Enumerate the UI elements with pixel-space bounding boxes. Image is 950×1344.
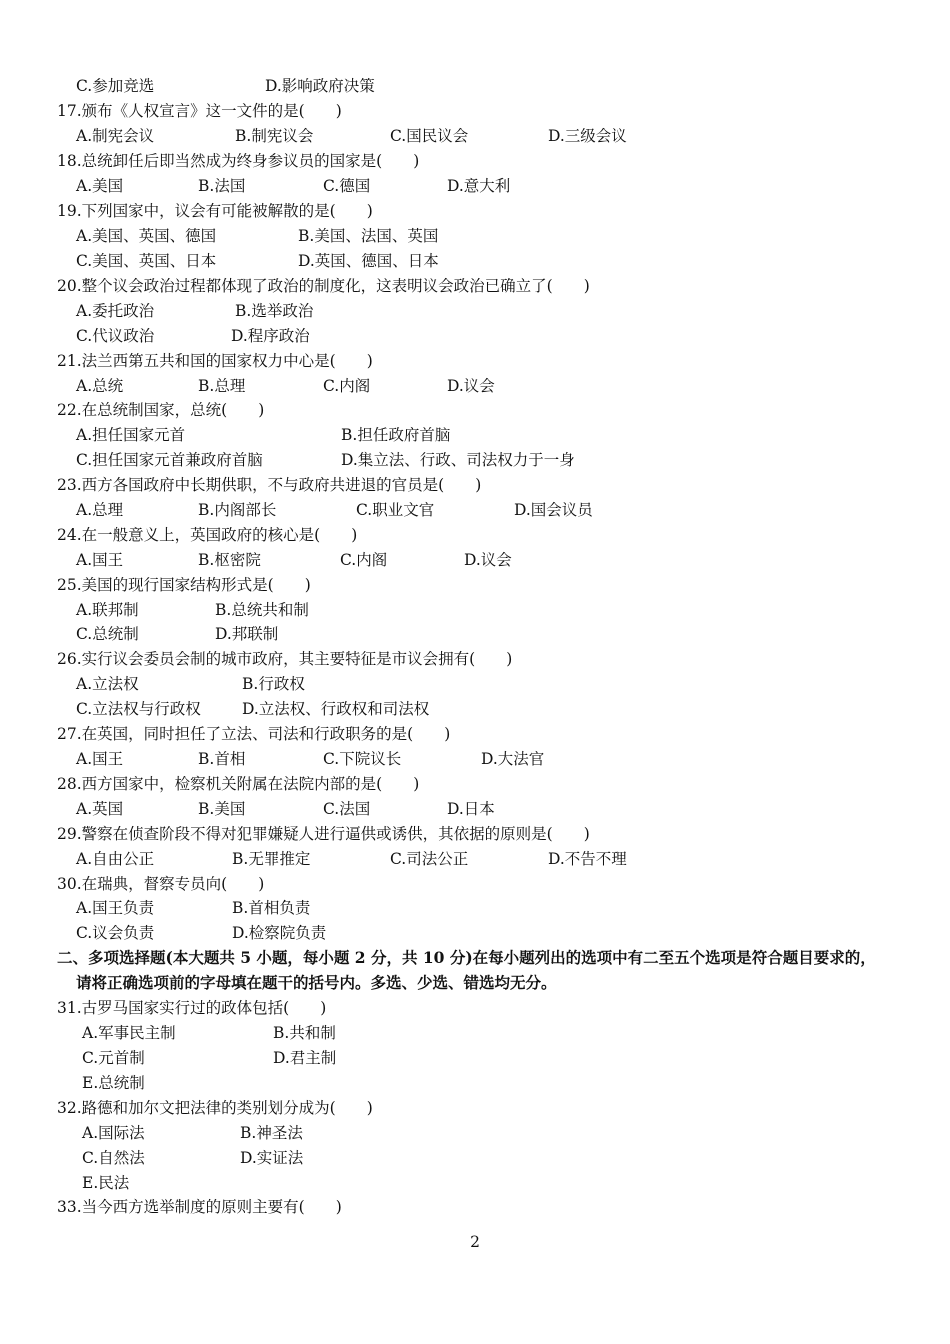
answer-option: D.议会: [447, 377, 495, 395]
answer-option: C.自然法: [82, 1149, 145, 1167]
answer-option: B.美国: [198, 800, 246, 818]
question-stem: 20.整个议会政治过程都体现了政治的制度化，这表明议会政治已确立了( ): [57, 277, 590, 295]
answer-option: A.制宪会议: [76, 127, 155, 145]
answer-option: C.职业文官: [356, 501, 435, 519]
question-stem: 24.在一般意义上，英国政府的核心是( ): [57, 526, 358, 544]
answer-option: C.参加竞选: [76, 77, 155, 95]
answer-option: B.美国、法国、英国: [298, 227, 439, 245]
answer-option: A.国王: [76, 750, 124, 768]
answer-option: B.总理: [198, 377, 246, 395]
answer-option: B.首相: [198, 750, 246, 768]
answer-option: D.程序政治: [231, 327, 310, 345]
answer-option: D.意大利: [447, 177, 511, 195]
answer-option: D.英国、德国、日本: [298, 252, 439, 270]
answer-option: C.下院议长: [323, 750, 402, 768]
answer-option: A.委托政治: [76, 302, 155, 320]
answer-option: C.司法公正: [390, 850, 469, 868]
answer-option: A.国王负责: [76, 899, 155, 917]
answer-option: D.不告不理: [548, 850, 627, 868]
section-heading: 请将正确选项前的字母填在题干的括号内。多选、少选、错选均无分。: [76, 973, 557, 992]
answer-option: C.国民议会: [390, 127, 469, 145]
answer-option: A.美国、英国、德国: [76, 227, 217, 245]
answer-option: C.元首制: [82, 1049, 145, 1067]
answer-option: D.国会议员: [514, 501, 593, 519]
page-number: 2: [470, 1233, 480, 1251]
answer-option: B.首相负责: [232, 899, 311, 917]
question-stem: 31.古罗马国家实行过的政体包括( ): [57, 999, 327, 1017]
question-stem: 22.在总统制国家，总统( ): [57, 401, 265, 419]
answer-option: D.议会: [464, 551, 512, 569]
answer-option: C.总统制: [76, 625, 139, 643]
answer-option: E.总统制: [82, 1074, 145, 1092]
question-stem: 25.美国的现行国家结构形式是( ): [57, 576, 311, 594]
answer-option: A.担任国家元首: [76, 426, 186, 444]
answer-option: B.选举政治: [235, 302, 314, 320]
answer-option: D.集立法、行政、司法权力于一身: [341, 451, 575, 469]
question-stem: 29.警察在侦查阶段不得对犯罪嫌疑人进行逼供或诱供，其依据的原则是( ): [57, 825, 590, 843]
answer-option: C.担任国家元首兼政府首脑: [76, 451, 263, 469]
answer-option: B.内阁部长: [198, 501, 277, 519]
answer-option: E.民法: [82, 1174, 130, 1192]
answer-option: D.检察院负责: [232, 924, 327, 942]
answer-option: B.担任政府首脑: [341, 426, 451, 444]
answer-option: D.立法权、行政权和司法权: [242, 700, 430, 718]
answer-option: B.无罪推定: [232, 850, 311, 868]
answer-option: A.立法权: [76, 675, 139, 693]
answer-option: C.内阁: [340, 551, 388, 569]
question-stem: 32.路德和加尔文把法律的类别划分成为( ): [57, 1099, 373, 1117]
question-stem: 23.西方各国政府中长期供职，不与政府共进退的官员是( ): [57, 476, 482, 494]
answer-option: B.共和制: [273, 1024, 336, 1042]
section-heading: 二、多项选择题(本大题共 5 小题，每小题 2 分，共 10 分)在每小题列出的选项中有二至五个选项是符合题目要求的，: [57, 948, 876, 967]
question-stem: 19.下列国家中，议会有可能被解散的是( ): [57, 202, 373, 220]
answer-option: B.枢密院: [198, 551, 261, 569]
question-stem: 17.颁布《人权宣言》这一文件的是( ): [57, 102, 342, 120]
answer-option: A.联邦制: [76, 601, 139, 619]
answer-option: D.三级会议: [548, 127, 627, 145]
answer-option: B.法国: [198, 177, 246, 195]
question-stem: 30.在瑞典，督察专员向( ): [57, 875, 265, 893]
question-stem: 27.在英国，同时担任了立法、司法和行政职务的是( ): [57, 725, 451, 743]
answer-option: C.议会负责: [76, 924, 155, 942]
answer-option: B.神圣法: [240, 1124, 303, 1142]
answer-option: A.自由公正: [76, 850, 155, 868]
answer-option: C.法国: [323, 800, 371, 818]
answer-option: D.实证法: [240, 1149, 304, 1167]
answer-option: A.总统: [76, 377, 124, 395]
answer-option: C.美国、英国、日本: [76, 252, 217, 270]
answer-option: D.影响政府决策: [265, 77, 375, 95]
answer-option: B.制宪议会: [235, 127, 314, 145]
answer-option: A.英国: [76, 800, 124, 818]
question-stem: 28.西方国家中，检察机关附属在法院内部的是( ): [57, 775, 420, 793]
answer-option: D.日本: [447, 800, 495, 818]
answer-option: B.总统共和制: [215, 601, 309, 619]
answer-option: D.大法官: [481, 750, 545, 768]
question-stem: 18.总统卸任后即当然成为终身参议员的国家是( ): [57, 152, 420, 170]
answer-option: A.军事民主制: [82, 1024, 176, 1042]
answer-option: A.国际法: [82, 1124, 145, 1142]
answer-option: C.代议政治: [76, 327, 155, 345]
answer-option: A.国王: [76, 551, 124, 569]
question-stem: 21.法兰西第五共和国的国家权力中心是( ): [57, 352, 373, 370]
question-stem: 33.当今西方选举制度的原则主要有( ): [57, 1198, 342, 1216]
answer-option: C.内阁: [323, 377, 371, 395]
answer-option: D.邦联制: [215, 625, 279, 643]
answer-option: A.总理: [76, 501, 124, 519]
answer-option: A.美国: [76, 177, 124, 195]
answer-option: C.德国: [323, 177, 371, 195]
answer-option: B.行政权: [242, 675, 305, 693]
answer-option: D.君主制: [273, 1049, 337, 1067]
question-stem: 26.实行议会委员会制的城市政府，其主要特征是市议会拥有( ): [57, 650, 513, 668]
answer-option: C.立法权与行政权: [76, 700, 201, 718]
